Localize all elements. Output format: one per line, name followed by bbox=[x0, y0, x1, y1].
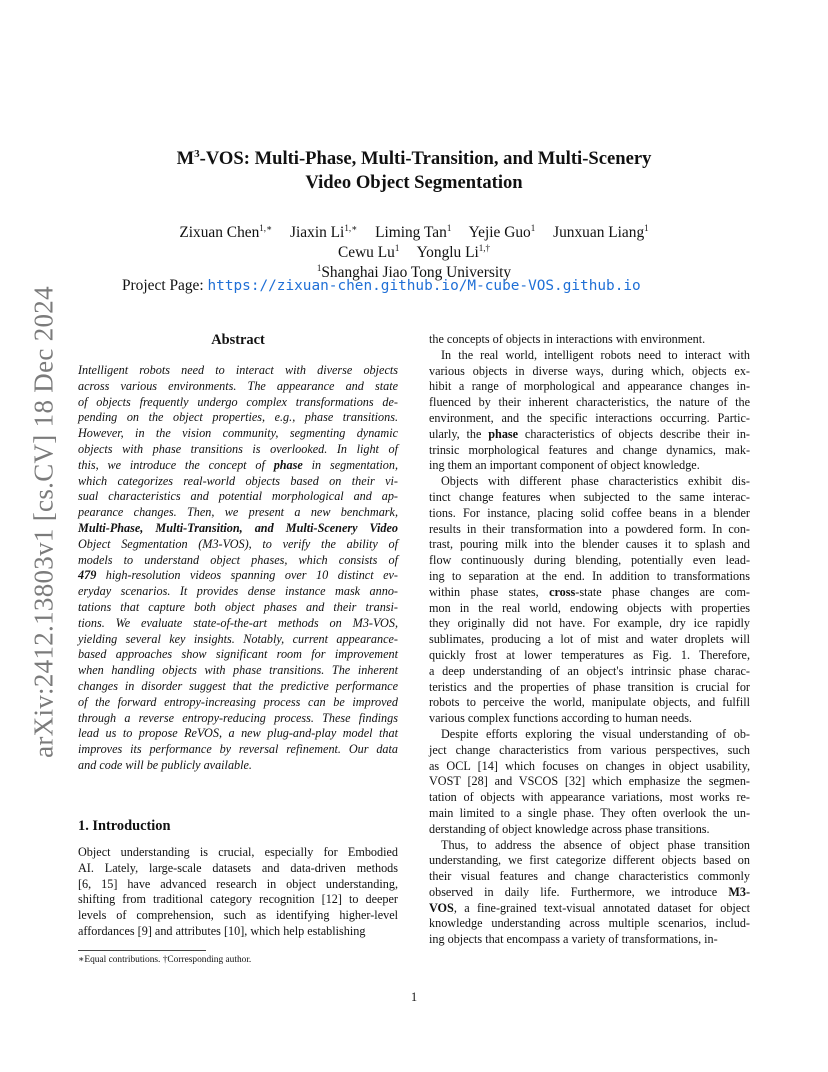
text-line: improves its performance by reversal refinement. Our data bbox=[78, 742, 398, 757]
text-line: various complex functions according to human needs. bbox=[429, 711, 692, 726]
paper-title: $M^3$-VOS: Multi-Phase, Multi-Transition, and Multi-Scenery Video Object Segmentation bbox=[176, 148, 652, 194]
abstract-body bbox=[78, 363, 398, 774]
author: Zixuan Chen bbox=[179, 224, 260, 242]
text-line: of objects frequently undergo complex transformations de- bbox=[78, 394, 398, 409]
text-line: 479 high-resolution videos spanning over 10 distinct ev- bbox=[78, 568, 398, 583]
text-line: this, we introduce the concept of phase in segmentation, bbox=[78, 457, 398, 472]
introduction-body bbox=[78, 845, 398, 940]
text-line: flow continuously during blending, potentially even lead- bbox=[429, 553, 750, 568]
text-line: of the forward entropy-increasing process can be improved bbox=[78, 694, 398, 709]
text-line: pending on the object properties, e.g., phase transitions. bbox=[78, 410, 398, 425]
text-line: pearance changes. Then, we present a new benchmark, bbox=[78, 505, 398, 520]
text-line: tation of objects with appearance variations, most works re- bbox=[429, 790, 750, 805]
text-line: tions. For instance, placing solid coffee beans in a blender bbox=[429, 505, 750, 520]
text-line: trast, pouring milk into the blender causes it to splash and bbox=[429, 537, 750, 552]
text-line: through a reverse entropy-reducing process. These findings bbox=[78, 710, 398, 725]
affiliation: $^1$Shanghai Jiao Tong University bbox=[316, 263, 512, 282]
text-line: based approaches show significant room for improvement bbox=[78, 647, 398, 662]
text-line: sual characteristics and potential morphological and ap- bbox=[78, 489, 398, 504]
text-line: Multi-Phase, Multi-Transition, and Multi-Scenery Video bbox=[78, 520, 398, 535]
text-line: yielding several key insights. Notably, current appearance- bbox=[78, 631, 398, 646]
arxiv-side-label: arXiv:2412.13803v1 [cs.CV] 18 Dec 2024 bbox=[28, 286, 59, 758]
text-line: In the real world, intelligent robots need to interact with bbox=[441, 347, 750, 362]
text-line: and code will be publicly available. bbox=[78, 757, 252, 772]
text-line: knowledge understanding across multiple scenarios, includ- bbox=[429, 916, 750, 931]
footnote: ∗Equal contributions. †Corresponding author. bbox=[78, 955, 252, 965]
author-list-row-2: Cewu Lu$^1$ Yonglu $Li^{1,\dagger}$ bbox=[337, 243, 491, 262]
text-line: a deep understanding of an object's intrinsic phase charac- bbox=[429, 663, 750, 678]
footnote-rule bbox=[78, 950, 206, 951]
author: Jiaxin Li bbox=[290, 224, 345, 242]
text-line: objects with phase transitions is overlooked. In light of bbox=[78, 441, 398, 456]
text-line: Objects with different phase characteristics exhibit dis- bbox=[441, 474, 750, 489]
text-line: Object understanding is crucial, especially for Embodied bbox=[78, 845, 398, 859]
text-line: VOS, a fine-grained text-visual annotated dataset for object bbox=[429, 900, 750, 915]
text-line: teristics and the properties of phase transition is crucial for bbox=[429, 679, 750, 694]
text-line: eryday scenarios. It provides dense instance mask anno- bbox=[78, 584, 398, 599]
text-line: the concepts of objects in interactions with environment. bbox=[429, 332, 706, 346]
text-line: within phase states, cross-state phase changes are com- bbox=[429, 584, 750, 599]
text-line: levels of comprehension, such as identifying higher-level bbox=[78, 908, 398, 923]
text-line: which categorizes real-world objects based on their vi- bbox=[78, 473, 398, 488]
text-line: mon in the real world, endowing objects with properties bbox=[429, 600, 750, 615]
project-page: Project Page: https://zixuan-chen.github.io/M-cube-VOS.github.io bbox=[122, 277, 641, 294]
right-column-body bbox=[429, 332, 750, 948]
text-line: they originally did not have. For example, dry ice rapidly bbox=[429, 616, 750, 631]
text-line: models to understand object phases, which consists of bbox=[78, 552, 398, 567]
text-line: Thus, to address the absence of object phase transition bbox=[441, 837, 750, 852]
text-line: tions. We evaluate state-of-the-art methods on M3-VOS, bbox=[78, 615, 398, 630]
text-line: changes in disorder suggest that the predictive performance bbox=[78, 678, 398, 693]
text-line: derstanding of object knowledge across phase transitions. bbox=[429, 821, 710, 836]
text-line: quickly frost at lower temperatures as Fig. 1. Therefore, bbox=[429, 647, 750, 662]
text-line: various objects in diverse ways, during which, objects ex- bbox=[429, 363, 750, 378]
abstract-heading: Abstract bbox=[211, 332, 265, 348]
text-line: VOST [28] and VSCOS [32] which emphasize the segmen- bbox=[429, 774, 750, 789]
text-line: ing objects that encompass a variety of transformations, in- bbox=[429, 932, 718, 947]
text-line: affordances [9] and attributes [10], which help establishing bbox=[78, 923, 366, 938]
text-line: their visual features and change characteristics commonly bbox=[429, 869, 750, 884]
author-list-row-1: Zixuan Chen$^{1,∗}$ Jiaxin $Li^{1,∗}$ Liming Tan$^1$ Yejie Guo$^1$ Junxuan Liang$^1$ bbox=[179, 223, 649, 242]
text-line: across various environments. The appearance and state bbox=[78, 378, 398, 393]
text-line: ing to separation at the end. In addition to transformations bbox=[429, 568, 750, 583]
page-number: 1 bbox=[410, 990, 418, 1004]
text-line: sublimates, producing a lot of mist and water droplets will bbox=[429, 632, 750, 647]
author: Cewu Lu bbox=[337, 244, 395, 262]
text-line: Object Segmentation (M3-VOS), to verify the ability of bbox=[78, 536, 398, 551]
text-line: when handling objects with phase transitions. The inherent bbox=[78, 663, 398, 678]
text-line: understanding, we first categorize different objects based on bbox=[429, 853, 750, 868]
text-line: tinct change features when subjected to the same interac- bbox=[429, 489, 750, 504]
text-line: environment, and the specific interactions occurring. Partic- bbox=[429, 410, 750, 425]
project-url-link[interactable]: https://zixuan-chen.github.io/M-cube-VOS.github.io bbox=[207, 278, 641, 294]
section-heading-introduction: 1. Introduction bbox=[78, 818, 171, 834]
text-line: fluenced by their inherent characteristics, the nature of the bbox=[429, 395, 750, 410]
text-line: However, in the vision community, segmenting dynamic bbox=[78, 426, 398, 441]
author: Yonglu Li bbox=[416, 244, 479, 262]
text-line: shifting from traditional category recognition [12] to deeper bbox=[78, 892, 398, 907]
text-line: ject change characteristics from various perspectives, such bbox=[429, 742, 750, 757]
text-line: lead us to propose ReVOS, a new plug-and-play model that bbox=[78, 726, 398, 741]
author: Yejie Guo bbox=[468, 224, 531, 242]
text-line: Despite efforts exploring the visual understanding of ob- bbox=[441, 726, 750, 741]
text-line: ing them an important component of object knowledge. bbox=[429, 458, 700, 473]
text-line: observed in daily life. Furthermore, we introduce M3- bbox=[429, 884, 750, 899]
text-line: main limited to a single phase. They often overlook the un- bbox=[429, 805, 750, 820]
text-line: trinsic morphological features and change dynamics, mak- bbox=[429, 442, 750, 457]
text-line: as OCL [14] which focuses on changes in object usability, bbox=[429, 758, 750, 773]
text-line: results in their transformation into a powdered form. In con- bbox=[429, 521, 750, 536]
author: Junxuan Liang bbox=[553, 224, 645, 242]
text-line: AI. Lately, large-scale datasets and data-driven methods bbox=[78, 860, 398, 875]
text-line: [6, 15] have advanced research in object understanding, bbox=[78, 876, 398, 891]
text-line: hibit a range of morphological and appearance changes in- bbox=[429, 379, 750, 394]
text-line: Intelligent robots need to interact with diverse objects bbox=[78, 363, 398, 377]
text-line: robots to perceive the world, manipulate objects, and fulfill bbox=[429, 695, 750, 710]
author: Liming Tan bbox=[375, 224, 447, 242]
text-line: tations that capture both object phases and their transi- bbox=[78, 599, 398, 614]
text-line: ularly, the phase characteristics of objects describe their in- bbox=[429, 426, 750, 441]
